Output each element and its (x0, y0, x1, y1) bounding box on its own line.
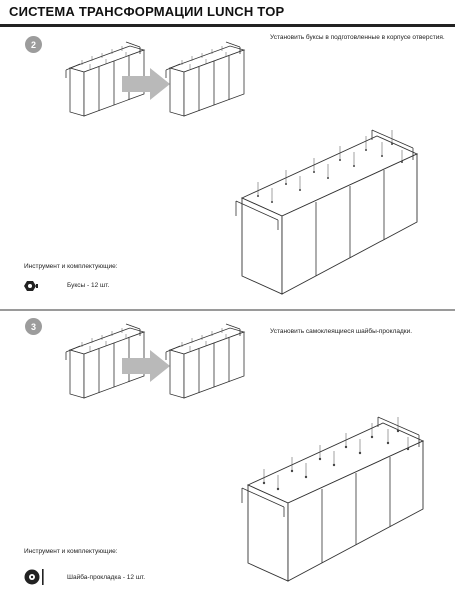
step-overview-illustration (60, 38, 260, 128)
page-title: СИСТЕМА ТРАНСФОРМАЦИИ LUNCH TOP (9, 4, 285, 19)
cabinet-detail-illustration (232, 126, 432, 301)
step-instruction: Установить самоклеящиеся шайбы-прокладки. (270, 328, 413, 335)
cabinet-detail-illustration (238, 413, 438, 588)
washer-pad-icon (24, 568, 44, 586)
kit-item: Буксы - 12 шт. (67, 282, 110, 289)
kit-item: Шайба-прокладка - 12 шт. (67, 574, 146, 581)
step-number-badge: 2 (25, 36, 42, 53)
section-divider (0, 309, 455, 311)
step-instruction: Установить буксы в подготовленные в корпусе отверстия. (270, 34, 445, 41)
step-overview-illustration (60, 320, 260, 410)
step-number-badge: 3 (25, 318, 42, 335)
title-divider (0, 24, 455, 27)
kit-heading: Инструмент и комплектующие: (24, 263, 118, 270)
bushing-icon (24, 280, 38, 292)
kit-heading: Инструмент и комплектующие: (24, 548, 118, 555)
